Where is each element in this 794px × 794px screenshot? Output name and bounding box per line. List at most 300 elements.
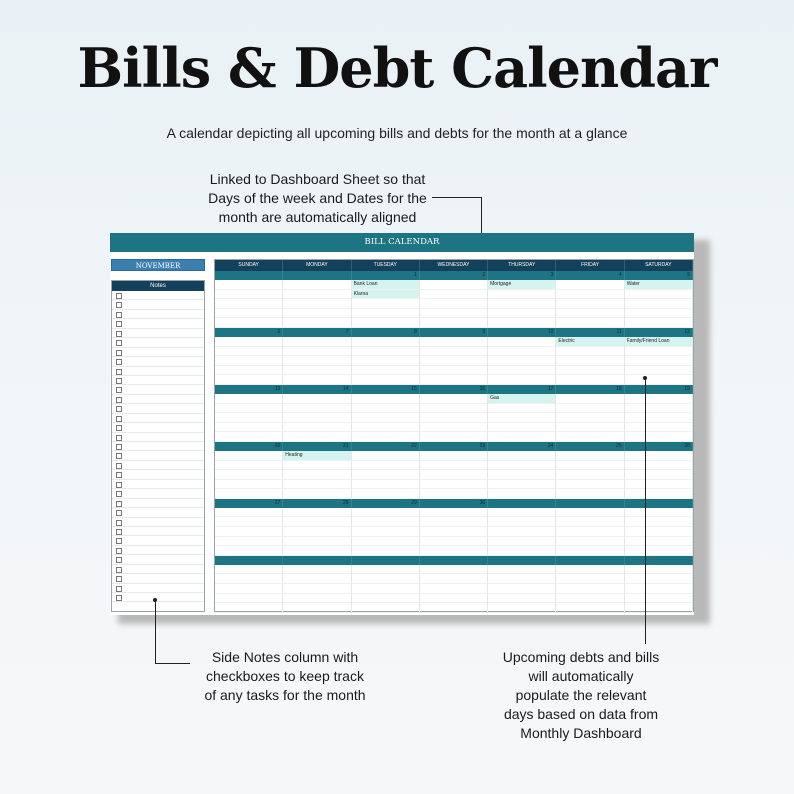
bill-cell[interactable] — [420, 356, 488, 366]
bill-cell[interactable] — [283, 489, 351, 499]
bill-cell[interactable] — [420, 280, 488, 290]
bill-cell[interactable] — [556, 394, 624, 404]
date-cell[interactable]: 2 — [420, 271, 488, 280]
date-cell[interactable]: 12 — [625, 328, 693, 337]
date-cell[interactable]: 14 — [283, 385, 351, 394]
date-cell[interactable]: 13 — [215, 385, 283, 394]
date-cell[interactable]: 11 — [556, 328, 624, 337]
bill-cell[interactable] — [215, 404, 283, 414]
bill-cell[interactable] — [215, 489, 283, 499]
note-row[interactable] — [112, 574, 204, 583]
bill-cell[interactable] — [420, 584, 488, 594]
bill-cell[interactable] — [215, 565, 283, 575]
note-row[interactable] — [112, 489, 204, 498]
bill-cell[interactable] — [625, 527, 693, 537]
note-row[interactable] — [112, 376, 204, 385]
bill-cell[interactable] — [625, 375, 693, 385]
bill-cell[interactable] — [215, 537, 283, 547]
note-row[interactable] — [112, 584, 204, 593]
bill-cell[interactable] — [625, 517, 693, 527]
bill-cell[interactable] — [420, 366, 488, 376]
bill-cell[interactable] — [420, 461, 488, 471]
bill-cell[interactable] — [352, 508, 420, 518]
bill-cell[interactable] — [556, 470, 624, 480]
bill-cell[interactable] — [352, 366, 420, 376]
note-checkbox[interactable] — [116, 435, 122, 441]
note-row[interactable] — [112, 338, 204, 347]
date-cell[interactable]: 24 — [488, 442, 556, 451]
date-cell[interactable]: 3 — [488, 271, 556, 280]
bill-cell[interactable] — [625, 394, 693, 404]
bill-cell[interactable] — [352, 489, 420, 499]
bill-cell[interactable] — [352, 375, 420, 385]
note-checkbox[interactable] — [116, 378, 122, 384]
bill-cell[interactable] — [625, 356, 693, 366]
bill-cell[interactable] — [625, 347, 693, 357]
note-checkbox[interactable] — [116, 444, 122, 450]
bill-cell[interactable] — [215, 480, 283, 490]
note-checkbox[interactable] — [116, 293, 122, 299]
bill-cell[interactable] — [488, 517, 556, 527]
bill-cell[interactable] — [556, 309, 624, 319]
bill-cell[interactable] — [352, 432, 420, 442]
bill-cell[interactable] — [556, 489, 624, 499]
bill-cell[interactable] — [283, 413, 351, 423]
bill-cell[interactable] — [556, 565, 624, 575]
bill-cell[interactable] — [625, 451, 693, 461]
note-checkbox[interactable] — [116, 331, 122, 337]
bill-cell[interactable] — [215, 461, 283, 471]
bill-cell[interactable] — [488, 347, 556, 357]
bill-cell[interactable] — [352, 574, 420, 584]
bill-cell[interactable] — [556, 366, 624, 376]
note-checkbox[interactable] — [116, 302, 122, 308]
bill-cell[interactable] — [283, 546, 351, 556]
bill-cell[interactable] — [556, 404, 624, 414]
bill-cell[interactable] — [420, 432, 488, 442]
note-row[interactable] — [112, 367, 204, 376]
bill-cell[interactable] — [352, 546, 420, 556]
note-checkbox[interactable] — [116, 501, 122, 507]
bill-cell[interactable] — [215, 527, 283, 537]
bill-cell[interactable]: Electric — [556, 337, 624, 347]
date-cell[interactable] — [352, 556, 420, 565]
note-checkbox[interactable] — [116, 463, 122, 469]
date-cell[interactable] — [283, 556, 351, 565]
date-cell[interactable]: 6 — [215, 328, 283, 337]
note-row[interactable] — [112, 348, 204, 357]
bill-cell[interactable] — [215, 603, 283, 613]
bill-cell[interactable] — [420, 480, 488, 490]
bill-cell[interactable] — [420, 537, 488, 547]
date-cell[interactable]: 21 — [283, 442, 351, 451]
bill-cell[interactable] — [488, 318, 556, 328]
note-row[interactable] — [112, 423, 204, 432]
date-cell[interactable]: 16 — [420, 385, 488, 394]
bill-cell[interactable] — [556, 318, 624, 328]
date-cell[interactable]: 4 — [556, 271, 624, 280]
bill-cell[interactable] — [625, 489, 693, 499]
bill-cell[interactable] — [625, 574, 693, 584]
bill-cell[interactable] — [215, 517, 283, 527]
bill-cell[interactable] — [215, 451, 283, 461]
bill-cell[interactable] — [420, 594, 488, 604]
bill-cell[interactable] — [283, 594, 351, 604]
bill-cell[interactable] — [420, 299, 488, 309]
bill-cell[interactable] — [420, 527, 488, 537]
bill-cell[interactable] — [283, 574, 351, 584]
note-checkbox[interactable] — [116, 425, 122, 431]
date-cell[interactable] — [488, 499, 556, 508]
bill-cell[interactable] — [625, 537, 693, 547]
bill-cell[interactable] — [488, 584, 556, 594]
note-row[interactable] — [112, 480, 204, 489]
bill-cell[interactable] — [352, 404, 420, 414]
note-row[interactable] — [112, 300, 204, 309]
bill-cell[interactable] — [625, 603, 693, 613]
bill-cell[interactable] — [283, 603, 351, 613]
note-checkbox[interactable] — [116, 567, 122, 573]
bill-cell[interactable] — [215, 546, 283, 556]
bill-cell[interactable] — [283, 470, 351, 480]
date-cell[interactable]: 27 — [215, 499, 283, 508]
bill-cell[interactable] — [488, 461, 556, 471]
date-cell[interactable]: 29 — [352, 499, 420, 508]
bill-cell[interactable] — [625, 546, 693, 556]
note-row[interactable] — [112, 442, 204, 451]
date-cell[interactable]: 30 — [420, 499, 488, 508]
bill-cell[interactable] — [283, 337, 351, 347]
bill-cell[interactable] — [420, 470, 488, 480]
note-row[interactable] — [112, 518, 204, 527]
date-cell[interactable] — [215, 271, 283, 280]
bill-cell[interactable] — [352, 565, 420, 575]
bill-cell[interactable] — [488, 423, 556, 433]
note-checkbox[interactable] — [116, 576, 122, 582]
bill-cell[interactable] — [215, 574, 283, 584]
note-checkbox[interactable] — [116, 369, 122, 375]
date-cell[interactable]: 23 — [420, 442, 488, 451]
bill-cell[interactable]: Heating — [283, 451, 351, 461]
note-checkbox[interactable] — [116, 538, 122, 544]
bill-cell[interactable] — [215, 508, 283, 518]
bill-cell[interactable] — [625, 309, 693, 319]
bill-cell[interactable] — [488, 337, 556, 347]
bill-cell[interactable] — [352, 299, 420, 309]
bill-cell[interactable] — [420, 508, 488, 518]
bill-cell[interactable] — [488, 432, 556, 442]
bill-cell[interactable] — [420, 489, 488, 499]
bill-cell[interactable] — [283, 347, 351, 357]
bill-cell[interactable] — [283, 517, 351, 527]
note-row[interactable] — [112, 357, 204, 366]
bill-cell[interactable] — [625, 290, 693, 300]
bill-cell[interactable] — [283, 280, 351, 290]
note-row[interactable] — [112, 546, 204, 555]
date-cell[interactable] — [420, 556, 488, 565]
bill-cell[interactable] — [352, 318, 420, 328]
bill-cell[interactable] — [625, 366, 693, 376]
bill-cell[interactable] — [556, 537, 624, 547]
date-cell[interactable] — [556, 499, 624, 508]
bill-cell[interactable] — [488, 594, 556, 604]
bill-cell[interactable] — [283, 309, 351, 319]
bill-cell[interactable] — [625, 423, 693, 433]
bill-cell[interactable] — [556, 461, 624, 471]
note-checkbox[interactable] — [116, 406, 122, 412]
bill-cell[interactable] — [488, 366, 556, 376]
bill-cell[interactable] — [352, 594, 420, 604]
note-row[interactable] — [112, 565, 204, 574]
bill-cell[interactable] — [556, 546, 624, 556]
bill-cell[interactable] — [488, 537, 556, 547]
bill-cell[interactable]: Family/Friend Loan — [625, 337, 693, 347]
note-checkbox[interactable] — [116, 491, 122, 497]
bill-cell[interactable] — [556, 280, 624, 290]
bill-cell[interactable]: Mortgage — [488, 280, 556, 290]
bill-cell[interactable] — [352, 461, 420, 471]
bill-cell[interactable] — [283, 356, 351, 366]
note-checkbox[interactable] — [116, 548, 122, 554]
note-checkbox[interactable] — [116, 557, 122, 563]
note-row[interactable] — [112, 404, 204, 413]
bill-cell[interactable] — [420, 290, 488, 300]
bill-cell[interactable] — [488, 508, 556, 518]
bill-cell[interactable] — [283, 584, 351, 594]
bill-cell[interactable] — [556, 508, 624, 518]
bill-cell[interactable] — [488, 299, 556, 309]
note-checkbox[interactable] — [116, 387, 122, 393]
bill-cell[interactable] — [556, 299, 624, 309]
bill-cell[interactable] — [352, 480, 420, 490]
bill-cell[interactable] — [625, 584, 693, 594]
bill-cell[interactable] — [352, 413, 420, 423]
bill-cell[interactable] — [352, 527, 420, 537]
note-checkbox[interactable] — [116, 453, 122, 459]
bill-cell[interactable] — [625, 470, 693, 480]
note-checkbox[interactable] — [116, 350, 122, 356]
note-row[interactable] — [112, 291, 204, 300]
note-checkbox[interactable] — [116, 359, 122, 365]
bill-cell[interactable] — [420, 603, 488, 613]
bill-cell[interactable] — [215, 394, 283, 404]
bill-cell[interactable] — [352, 394, 420, 404]
bill-cell[interactable] — [488, 480, 556, 490]
bill-cell[interactable] — [556, 432, 624, 442]
bill-cell[interactable] — [488, 309, 556, 319]
bill-cell[interactable] — [352, 356, 420, 366]
date-cell[interactable] — [625, 556, 693, 565]
note-row[interactable] — [112, 499, 204, 508]
note-row[interactable] — [112, 461, 204, 470]
note-row[interactable] — [112, 414, 204, 423]
bill-cell[interactable] — [215, 423, 283, 433]
date-cell[interactable]: 20 — [215, 442, 283, 451]
bill-cell[interactable] — [283, 565, 351, 575]
date-cell[interactable] — [556, 556, 624, 565]
note-checkbox[interactable] — [116, 321, 122, 327]
bill-cell[interactable] — [215, 375, 283, 385]
note-row[interactable] — [112, 593, 204, 602]
month-selector[interactable]: NOVEMBER — [111, 259, 205, 271]
bill-cell[interactable] — [283, 480, 351, 490]
bill-cell[interactable]: Water — [625, 280, 693, 290]
date-cell[interactable] — [625, 499, 693, 508]
bill-cell[interactable] — [215, 413, 283, 423]
bill-cell[interactable] — [625, 413, 693, 423]
bill-cell[interactable] — [352, 470, 420, 480]
bill-cell[interactable] — [283, 299, 351, 309]
bill-cell[interactable] — [625, 404, 693, 414]
bill-cell[interactable] — [352, 537, 420, 547]
bill-cell[interactable] — [215, 594, 283, 604]
bill-cell[interactable] — [420, 347, 488, 357]
bill-cell[interactable] — [488, 546, 556, 556]
bill-cell[interactable] — [420, 574, 488, 584]
date-cell[interactable] — [488, 556, 556, 565]
bill-cell[interactable] — [283, 375, 351, 385]
date-cell[interactable]: 15 — [352, 385, 420, 394]
bill-cell[interactable] — [625, 480, 693, 490]
bill-cell[interactable] — [352, 451, 420, 461]
bill-cell[interactable] — [215, 470, 283, 480]
bill-cell[interactable]: Klarna — [352, 290, 420, 300]
date-cell[interactable]: 22 — [352, 442, 420, 451]
bill-cell[interactable] — [420, 375, 488, 385]
bill-cell[interactable] — [488, 574, 556, 584]
date-cell[interactable] — [283, 271, 351, 280]
note-row[interactable] — [112, 527, 204, 536]
bill-cell[interactable] — [283, 404, 351, 414]
date-cell[interactable]: 18 — [556, 385, 624, 394]
bill-cell[interactable] — [352, 603, 420, 613]
date-cell[interactable]: 7 — [283, 328, 351, 337]
bill-cell[interactable]: Bank Loan — [352, 280, 420, 290]
bill-cell[interactable] — [215, 432, 283, 442]
bill-cell[interactable] — [625, 565, 693, 575]
bill-cell[interactable] — [488, 375, 556, 385]
date-cell[interactable]: 26 — [625, 442, 693, 451]
bill-cell[interactable] — [420, 318, 488, 328]
bill-cell[interactable] — [352, 337, 420, 347]
bill-cell[interactable] — [488, 404, 556, 414]
bill-cell[interactable] — [625, 432, 693, 442]
note-checkbox[interactable] — [116, 472, 122, 478]
bill-cell[interactable] — [625, 299, 693, 309]
bill-cell[interactable] — [556, 517, 624, 527]
date-cell[interactable] — [215, 556, 283, 565]
bill-cell[interactable] — [488, 290, 556, 300]
note-row[interactable] — [112, 433, 204, 442]
bill-cell[interactable] — [215, 356, 283, 366]
note-row[interactable] — [112, 395, 204, 404]
bill-cell[interactable] — [215, 318, 283, 328]
bill-cell[interactable] — [215, 337, 283, 347]
bill-cell[interactable] — [556, 375, 624, 385]
note-row[interactable] — [112, 329, 204, 338]
bill-cell[interactable] — [420, 565, 488, 575]
date-cell[interactable]: 25 — [556, 442, 624, 451]
note-checkbox[interactable] — [116, 529, 122, 535]
bill-cell[interactable] — [283, 394, 351, 404]
bill-cell[interactable] — [283, 432, 351, 442]
bill-cell[interactable] — [556, 347, 624, 357]
bill-cell[interactable] — [420, 337, 488, 347]
bill-cell[interactable] — [556, 423, 624, 433]
bill-cell[interactable] — [352, 584, 420, 594]
note-checkbox[interactable] — [116, 586, 122, 592]
note-row[interactable] — [112, 451, 204, 460]
bill-cell[interactable] — [488, 413, 556, 423]
note-row[interactable] — [112, 385, 204, 394]
bill-cell[interactable] — [556, 290, 624, 300]
note-checkbox[interactable] — [116, 595, 122, 601]
bill-cell[interactable] — [283, 318, 351, 328]
note-checkbox[interactable] — [116, 340, 122, 346]
bill-cell[interactable] — [556, 594, 624, 604]
bill-cell[interactable] — [215, 290, 283, 300]
bill-cell[interactable] — [420, 546, 488, 556]
note-checkbox[interactable] — [116, 482, 122, 488]
bill-cell[interactable] — [215, 309, 283, 319]
bill-cell[interactable] — [283, 461, 351, 471]
bill-cell[interactable] — [215, 299, 283, 309]
date-cell[interactable]: 28 — [283, 499, 351, 508]
bill-cell[interactable] — [488, 451, 556, 461]
bill-cell[interactable] — [625, 508, 693, 518]
bill-cell[interactable] — [556, 356, 624, 366]
date-cell[interactable]: 10 — [488, 328, 556, 337]
bill-cell[interactable] — [420, 451, 488, 461]
bill-cell[interactable] — [625, 594, 693, 604]
date-cell[interactable]: 19 — [625, 385, 693, 394]
note-checkbox[interactable] — [116, 520, 122, 526]
note-row[interactable] — [112, 536, 204, 545]
date-cell[interactable]: 1 — [352, 271, 420, 280]
bill-cell[interactable] — [352, 423, 420, 433]
bill-cell[interactable] — [556, 584, 624, 594]
bill-cell[interactable] — [625, 461, 693, 471]
note-row[interactable] — [112, 470, 204, 479]
bill-cell[interactable] — [488, 527, 556, 537]
note-row[interactable] — [112, 319, 204, 328]
bill-cell[interactable] — [420, 394, 488, 404]
bill-cell[interactable] — [488, 470, 556, 480]
note-checkbox[interactable] — [116, 510, 122, 516]
bill-cell[interactable] — [352, 309, 420, 319]
bill-cell[interactable] — [488, 356, 556, 366]
note-checkbox[interactable] — [116, 312, 122, 318]
bill-cell[interactable] — [556, 603, 624, 613]
bill-cell[interactable]: Gas — [488, 394, 556, 404]
bill-cell[interactable] — [420, 404, 488, 414]
bill-cell[interactable] — [215, 366, 283, 376]
bill-cell[interactable] — [625, 318, 693, 328]
note-checkbox[interactable] — [116, 397, 122, 403]
date-cell[interactable]: 5 — [625, 271, 693, 280]
bill-cell[interactable] — [283, 508, 351, 518]
bill-cell[interactable] — [556, 480, 624, 490]
bill-cell[interactable] — [556, 574, 624, 584]
date-cell[interactable]: 17 — [488, 385, 556, 394]
bill-cell[interactable] — [215, 280, 283, 290]
bill-cell[interactable] — [420, 309, 488, 319]
bill-cell[interactable] — [556, 413, 624, 423]
bill-cell[interactable] — [420, 413, 488, 423]
note-row[interactable] — [112, 508, 204, 517]
bill-cell[interactable] — [420, 517, 488, 527]
bill-cell[interactable] — [556, 451, 624, 461]
